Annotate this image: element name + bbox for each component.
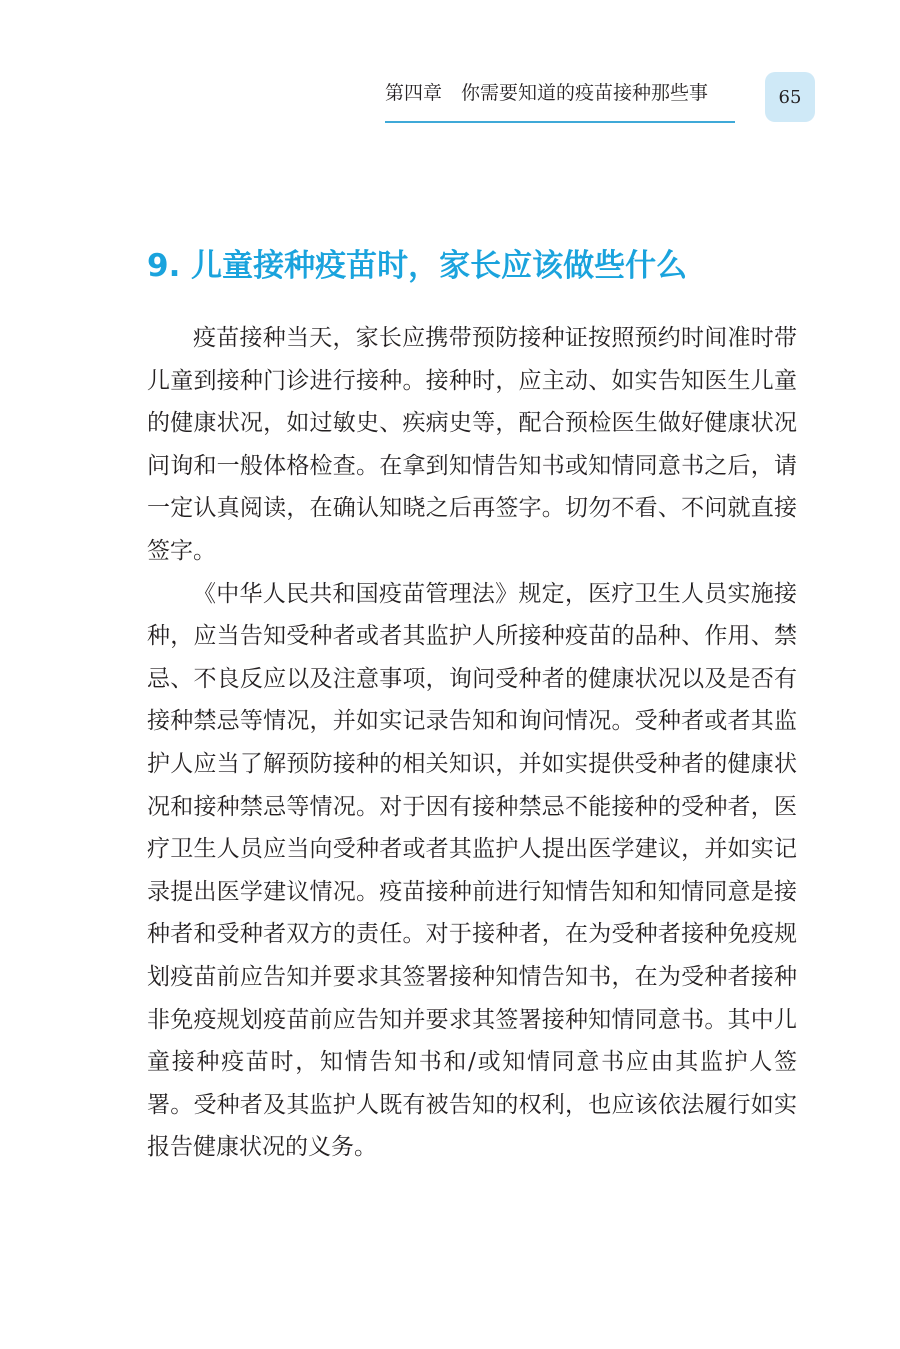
running-header-title: 第四章 你需要知道的疫苗接种那些事	[385, 82, 709, 104]
page-number: 65	[778, 86, 802, 108]
body-text	[147, 317, 797, 1169]
paragraph: 《中华人民共和国疫苗管理法》规定，医疗卫生人员实施接种，应当告知受种者或者其监护人所接种疫苗的品种、作用、禁忌、不良反应以及注意事项，询问受种者的健康状况以及是否有接种禁忌等情况，并如实记录告知和询问情况。受种者或者其监护人应当了解预防接种的相关知识，并如实提供受种者的健康状况和接种禁忌等情况。对于因有接种禁忌不能接种的受种者，医疗卫生人员应当向受种者或者其监护人提出医学建议，并如实记录提出医学建议情况。疫苗接种前进行知情告知和知情同意是接种者和受种者双方的责任。对于接种者，在为受种者接种免疫规划疫苗前应告知并要求其签署接种知情告知书，在为受种者接种非免疫规划疫苗前应告知并要求其签署接种知情同意书。其中儿童接种疫苗时，知情告知书和/或知情同意书应由其监护人签署。受种者及其监护人既有被告知的权利，也应该依法履行如实报告健康状况的义务。	[147, 580, 797, 1161]
header-rule	[385, 121, 735, 123]
paragraph: 疫苗接种当天，家长应携带预防接种证按照预约时间准时带儿童到接种门诊进行接种。接种时，应主动、如实告知医生儿童的健康状况，如过敏史、疾病史等，配合预检医生做好健康状况问询和一般体格检查。在拿到知情告知书或知情同意书之后，请一定认真阅读，在确认知晓之后再签字。切勿不看、不问就直接签字。	[147, 325, 797, 564]
section-title: 9. 儿童接种疫苗时，家长应该做些什么	[147, 248, 688, 284]
page-number-badge	[765, 72, 815, 122]
